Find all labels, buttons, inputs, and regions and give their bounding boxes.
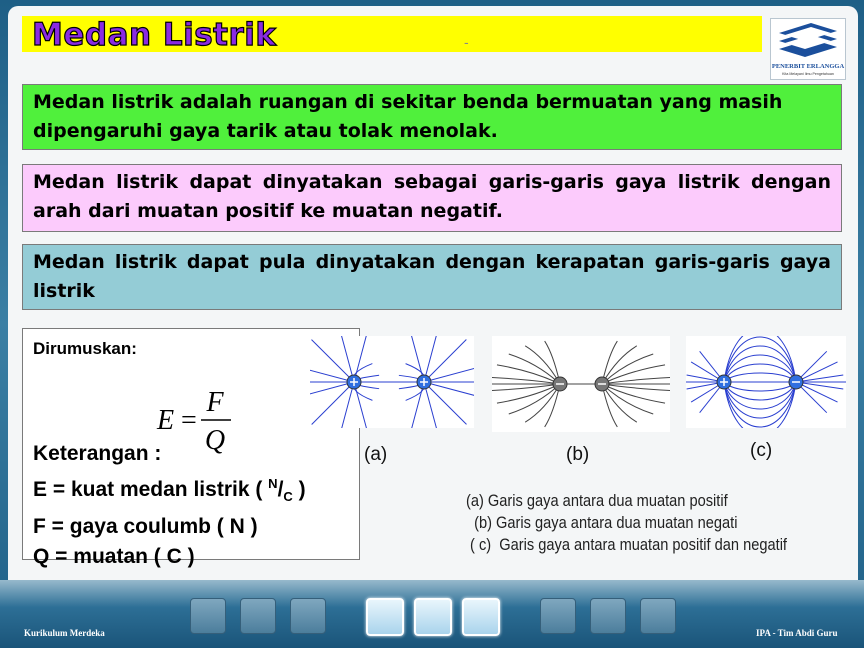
field-line [424,382,467,424]
field-line [492,377,560,384]
nav-tile [640,598,676,634]
figure-legend [466,490,787,556]
legend-a: (a) Garis gaya antara dua muatan positif [466,491,728,510]
formula-numerator: F [206,387,224,418]
field-line [492,384,560,391]
caption-a: (a) [364,444,388,465]
explanation-e-suffix: ) [292,478,306,501]
formula-denominator: Q [204,425,226,455]
field-line [497,365,560,384]
explanation-e [33,469,306,512]
explanation-f: F = gaya coulumb ( N ) [33,515,258,539]
field-line [602,384,665,403]
legend-c: ( c) Garis gaya antara muatan positif dan negatif [466,535,788,554]
page-title: Medan Listrik [32,17,277,53]
logo-brand: PENERBIT ERLANGGA [771,63,845,70]
formula-label: Dirumuskan: [33,339,137,358]
field-line [724,337,796,382]
field-line [724,382,796,427]
unit-c: C [283,489,293,505]
field-line [602,377,670,384]
caption-b: (b) [566,444,590,465]
caption-c: (c) [750,440,773,461]
field-line [602,384,670,391]
footer-right: IPA - Tim Abdi Guru [756,628,838,638]
nav-tile [240,598,276,634]
logo-tagline: Kita Melayani Ilmu Pengetahuan [782,72,834,76]
nav-tile-active [462,598,500,636]
field-line [312,382,354,425]
legend-b: (b) Garis gaya antara dua muatan negati [466,513,738,532]
explanation-q: Q = muatan ( C ) [33,545,195,569]
unit-n: N [268,476,278,491]
nav-tile [540,598,576,634]
field-line [424,339,466,382]
title-dash: - [464,34,469,50]
nav-tile [590,598,626,634]
nav-tile [190,598,226,634]
nav-tile [290,598,326,634]
publisher-logo [770,18,846,80]
unit-slash: / [277,478,284,501]
field-line [724,382,796,391]
definition-box: Medan listrik adalah ruangan di sekitar benda bermuatan yang masih dipengaruhi gaya tarik atau tolak menolak. [22,84,842,150]
field-lines-two-positive-charges [310,336,474,428]
field-lines-box: Medan listrik dapat dinyatakan sebagai garis-garis gaya listrik dengan arah dari muatan positif ke muatan negatif. [22,164,842,232]
field-lines-two-negative-charges [492,336,670,432]
explanation-e-prefix: E = kuat medan listrik ( [33,478,269,501]
field-density-box: Medan listrik dapat pula dinyatakan dengan kerapatan garis-garis gaya listrik [22,244,842,310]
explanation-title: Keterangan : [33,442,162,465]
field-line [602,365,665,384]
field-line [311,340,354,382]
nav-tile-active [414,598,452,636]
footer-left: Kurikulum Merdeka [24,628,105,638]
explanation [33,439,306,572]
field-line [497,384,560,403]
formula-equals: = [181,405,197,436]
field-lines-positive-negative-charges [686,336,846,428]
formula-lhs: E [157,405,175,436]
title-band [22,16,762,52]
nav-tile-active [366,598,404,636]
field-line [724,373,796,382]
